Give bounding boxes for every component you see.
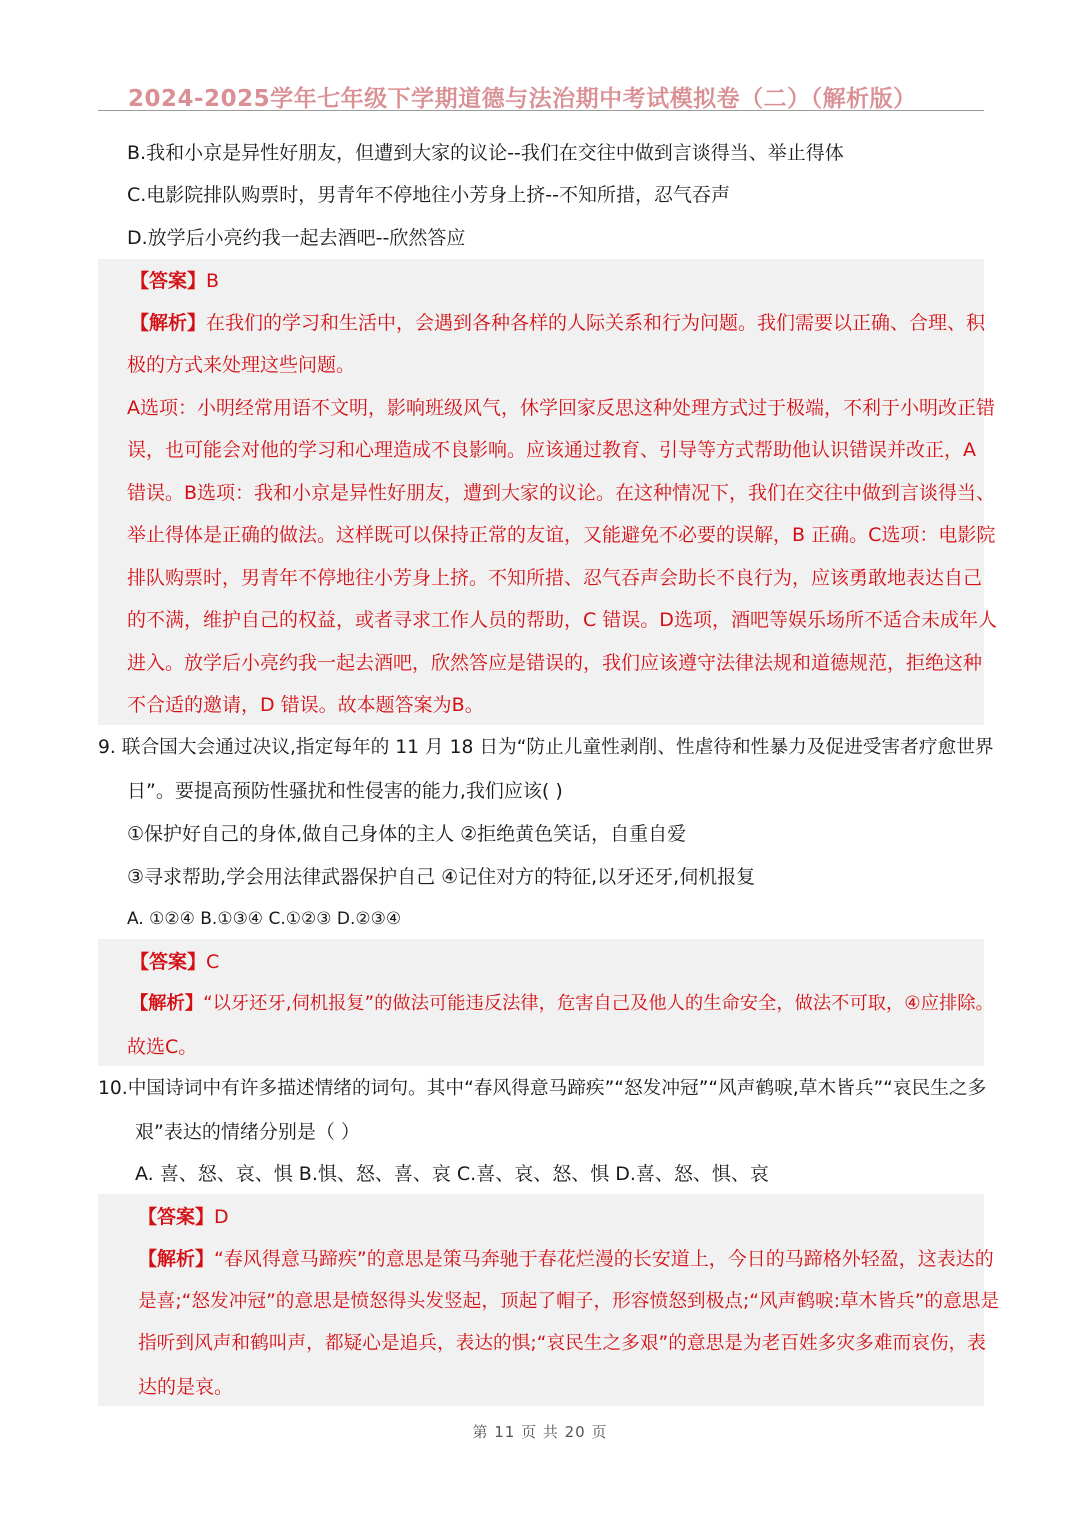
q9-answer (130, 950, 219, 974)
q9-analysis-line: 故选C。 (127, 1036, 198, 1058)
q9-item-line: ③寻求帮助,学会用法律武器保护自己 ④记住对方的特征,以牙还牙,伺机报复 (127, 866, 756, 888)
q9-stem-line-2: 日”。要提高预防性骚扰和性侵害的能力,我们应该( ) (127, 780, 563, 802)
q9-choices: A. ①②④ B.①③④ C.①②③ D.②③④ (127, 909, 402, 929)
q8-analysis-line: 误，也可能会对他的学习和心理造成不良影响。应该通过教育、引导等方式帮助他认识错误并改正，A (127, 439, 977, 461)
answer-value: B (206, 270, 220, 292)
q8-option-b: B.我和小京是异性好朋友，但遭到大家的议论--我们在交往中做到言谈得当、举止得体 (127, 142, 844, 164)
q10-analysis-line: 是喜;“怒发冲冠”的意思是愤怒得头发竖起，顶起了帽子，形容愤怒到极点;“风声鹤唳:草木皆兵”的意思是 (138, 1291, 1000, 1312)
page-number: 第 11 页 共 20 页 (472, 1423, 608, 1441)
q10-analysis-line: 达的是哀。 (138, 1376, 234, 1398)
q8-analysis-line: 错误。B选项：我和小京是异性好朋友，遭到大家的议论。在这种情况下，我们在交往中做到言谈得当、 (127, 482, 996, 504)
answer-label: 【答案】 (130, 951, 207, 973)
q9-item-line: ①保护好自己的身体,做自己身体的主人 ②拒绝黄色笑话，自重自爱 (127, 823, 687, 845)
analysis-label: 【解析】 (138, 1248, 215, 1270)
q10-stem-line-1: 10.中国诗词中有许多描述情绪的词句。其中“春风得意马蹄疾”“怒发冲冠”“风声鹤唳,草木皆兵”“哀民生之多 (98, 1078, 987, 1099)
q8-analysis-line: 不合适的邀请，D 错误。故本题答案为B。 (127, 694, 484, 716)
analysis-label: 【解析】 (130, 993, 204, 1014)
q10-answer (138, 1205, 229, 1229)
document-title: 2024-2025学年七年级下学期道德与法治期中考试模拟卷（二）（解析版） (128, 86, 917, 112)
q10-stem-line-2: 艰”表达的情绪分别是（ ） (135, 1121, 360, 1143)
q8-analysis-line: 进入。放学后小亮约我一起去酒吧，欣然答应是错误的，我们应该遵守法律法规和道德规范，拒绝这种 (127, 652, 983, 674)
q10-analysis-line: 指听到风声和鹤叫声，都疑心是追兵，表达的惧;“哀民生之多艰”的意思是为老百姓多灾多难而哀伤，表 (138, 1333, 986, 1354)
q8-analysis-line: A选项：小明经常用语不文明，影响班级风气，休学回家反思这种处理方式过于极端，不利于小明改正错 (127, 397, 996, 419)
q8-option-d: D.放学后小亮约我一起去酒吧--欣然答应 (127, 227, 466, 249)
analysis-text: “春风得意马蹄疾”的意思是策马奔驰于春花烂漫的长安道上，今日的马蹄格外轻盈，这表达的 (214, 1248, 994, 1270)
q9-stem-line-1: 9. 联合国大会通过决议,指定每年的 11 月 18 日为“防止儿童性剥削、性虐待和性暴力及促进受害者疗愈世界 (98, 737, 994, 758)
q8-analysis-line: 排队购票时，男青年不停地往小芳身上挤。不知所措、忍气吞声会助长不良行为，应该勇敢地表达自己 (127, 567, 983, 589)
analysis-label: 【解析】 (130, 312, 207, 334)
analysis-text: “以牙还牙,伺机报复”的做法可能违反法律，危害自己及他人的生命安全，做法不可取，④应排除。 (203, 993, 994, 1014)
q8-analysis-line: 极的方式来处理这些问题。 (127, 354, 356, 376)
answer-label: 【答案】 (138, 1206, 215, 1228)
q8-analysis-line: 举止得体是正确的做法。这样既可以保持正常的友谊，又能避免不必要的误解，B 正确。C选项：电影院 (127, 524, 996, 546)
analysis-text: 在我们的学习和生活中，会遇到各种各样的人际关系和行为问题。我们需要以正确、合理、积 (206, 312, 986, 334)
answer-value: D (214, 1206, 229, 1228)
q8-analysis-line-1 (130, 311, 985, 335)
q8-answer (130, 269, 219, 293)
q10-choices: A. 喜、怒、哀、惧 B.惧、怒、喜、哀 C.喜、哀、怒、惧 D.喜、怒、惧、哀 (135, 1163, 769, 1185)
page-header (98, 80, 984, 111)
answer-value: C (206, 951, 220, 973)
q8-analysis-line: 的不满，维护自己的权益，或者寻求工作人员的帮助，C 错误。D选项，酒吧等娱乐场所不适合未成年人 (127, 609, 997, 631)
answer-label: 【答案】 (130, 270, 207, 292)
q9-analysis-line-1 (130, 992, 994, 1016)
q8-option-c: C.电影院排队购票时，男青年不停地往小芳身上挤--不知所措，忍气吞声 (127, 184, 731, 206)
q10-analysis-line-1 (138, 1247, 994, 1271)
